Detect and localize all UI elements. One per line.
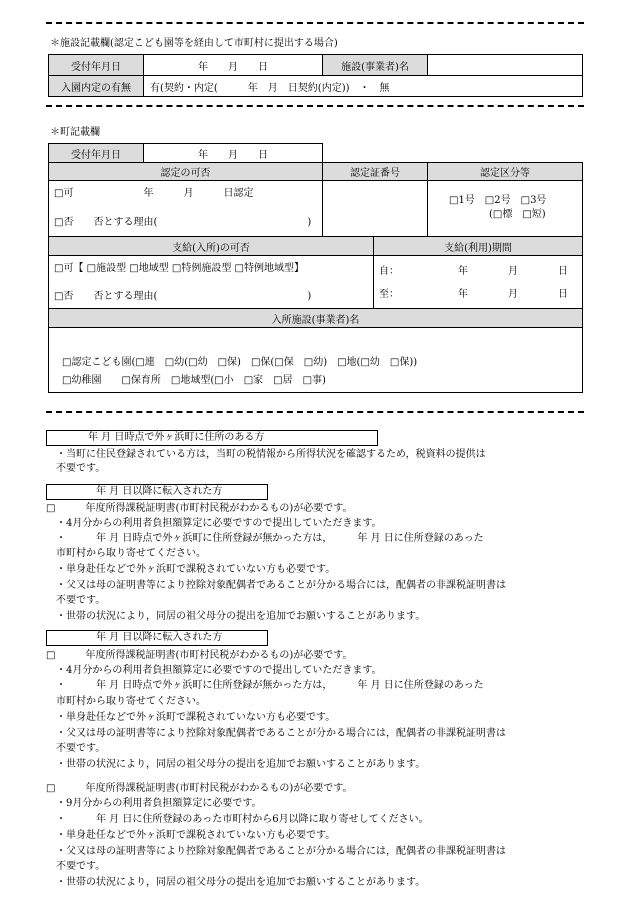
note-box-movers-2-label: 年 月 日以降に転入された方 xyxy=(96,632,223,643)
note-text: ・4月分からの利用者負担額算定に必要ですので提出していただきます。 xyxy=(56,665,382,676)
cert-class-header: 認定区分等 xyxy=(427,162,583,181)
period-to-label: 至： xyxy=(379,289,399,300)
period-from-label: 自： xyxy=(379,266,399,277)
note-text: ・ 年 月 日時点で外ヶ浜町に住所登録が無かった方は， 年 月 日に住所登録のあった xyxy=(56,533,484,544)
payment-approve-option[interactable]: □可【 □施設型 □地域型 □特例施設型 □特例地域型】 xyxy=(54,263,304,274)
facility-type-options-1[interactable]: □認定こども園(□連 □幼(□幼 □保) □保(□保 □幼) □地(□幼 □保)) xyxy=(62,357,418,368)
period-from-date[interactable]: 年 月 日 xyxy=(458,266,568,277)
cert-number-field[interactable] xyxy=(322,180,428,237)
received-date-label: 受付年月日 xyxy=(48,54,144,76)
note-checkbox-line[interactable]: □ 年度所得課税証明書(市町村民税がわかるもの)が必要です。 xyxy=(46,783,353,794)
note-text: ・父又は母の証明書等により控除対象配偶者であることが分かる場合には，配偶者の非課税証明書は xyxy=(56,846,506,857)
note-text: ・単身赴任などで外ヶ浜町で課税されていない方も必要です。 xyxy=(56,830,336,841)
note-text: 市町村から取り寄せてください。 xyxy=(56,696,206,707)
cert-class-options[interactable]: □1号 □2号 □3号 xyxy=(449,195,547,206)
note-text: ・単身赴任などで外ヶ浜町で課税されていない方も必要です。 xyxy=(56,712,336,723)
cert-number-header: 認定証番号 xyxy=(322,162,428,181)
note-text: ・単身赴任などで外ヶ浜町で課税されていない方も必要です。 xyxy=(56,564,336,575)
section-divider xyxy=(46,411,584,413)
payment-header: 支給(入所)の可否 xyxy=(48,236,374,256)
cert-approve-option[interactable]: □可 年 月 日認定 xyxy=(54,188,254,199)
note-box-movers-1-label: 年 月 日以降に転入された方 xyxy=(96,486,223,497)
facility-type-options-2[interactable]: □幼稚園 □保育所 □地域型(□小 □家 □居 □事) xyxy=(62,375,326,386)
town-received-label: 受付年月日 xyxy=(48,143,144,163)
note-text: ・ 年 月 日時点で外ヶ浜町に住所登録が無かった方は， 年 月 日に住所登録のあった xyxy=(56,680,484,691)
facility-name-field[interactable] xyxy=(427,54,583,76)
town-section-heading: ＊町記載欄 xyxy=(50,127,100,138)
facility-section-heading: ＊施設記載欄(認定こども園等を経由して市町村に提出する場合) xyxy=(50,38,338,49)
note-text: 不要です。 xyxy=(56,861,106,872)
note-text: ・9月分からの利用者負担額算定に必要です。 xyxy=(56,798,262,809)
enrollment-label: 入園内定の有無 xyxy=(48,75,144,97)
note-text: 不要です。 xyxy=(56,595,106,606)
received-date-field[interactable]: 年 月 日 xyxy=(143,54,323,76)
payment-deny-option[interactable]: □否 否とする理由( ) xyxy=(54,291,312,302)
note-text: ・父又は母の証明書等により控除対象配偶者であることが分かる場合には，配偶者の非課税証明書は xyxy=(56,580,506,591)
enrolled-facility-header: 入所施設(事業者)名 xyxy=(48,308,583,328)
note-text: ・ 年 月 日に住所登録のあった市町村から6月以降に取り寄せしてください。 xyxy=(56,814,429,825)
note-text: ・世帯の状況により，同居の祖父母分の提出を追加でお願いすることがあります。 xyxy=(56,877,426,888)
note-text: ・世帯の状況により，同居の祖父母分の提出を追加でお願いすることがあります。 xyxy=(56,611,426,622)
enrollment-field[interactable]: 有(契約・内定( 年 月 日契約(内定)) ・ 無 xyxy=(143,75,583,97)
note-text: 市町村から取り寄せてください。 xyxy=(56,548,206,559)
period-header: 支給(利用)期間 xyxy=(373,236,583,256)
note-text: 不要です。 xyxy=(56,743,106,754)
certification-header: 認定の可否 xyxy=(48,162,323,181)
note-text: ・父又は母の証明書等により控除対象配偶者であることが分かる場合には，配偶者の非課税証明書は xyxy=(56,728,506,739)
section-divider xyxy=(46,22,584,24)
town-received-field[interactable]: 年 月 日 xyxy=(143,143,323,163)
note-text: ・世帯の状況により，同居の祖父母分の提出を追加でお願いすることがあります。 xyxy=(56,759,426,770)
note-text: ・4月分からの利用者負担額算定に必要ですので提出していただきます。 xyxy=(56,518,382,529)
note-checkbox-line[interactable]: □ 年度所得課税証明書(市町村民税がわかるもの)が必要です。 xyxy=(46,650,353,661)
cert-deny-option[interactable]: □否 否とする理由( ) xyxy=(54,217,312,228)
note-box-residents-label: 年 月 日時点で外ヶ浜町に住所のある方 xyxy=(88,432,265,443)
note-checkbox-line[interactable]: □ 年度所得課税証明書(市町村民税がわかるもの)が必要です。 xyxy=(46,503,353,514)
facility-name-label: 施設(事業者)名 xyxy=(322,54,428,76)
note-text: ・当町に住民登録されている方は，当町の税情報から所得状況を確認するため，税資料の提供は xyxy=(56,449,486,460)
note-text: 不要です。 xyxy=(56,463,106,474)
cert-class-duration-options[interactable]: (□標 □短) xyxy=(489,209,546,220)
section-divider xyxy=(46,105,584,107)
period-to-date[interactable]: 年 月 日 xyxy=(458,289,568,300)
